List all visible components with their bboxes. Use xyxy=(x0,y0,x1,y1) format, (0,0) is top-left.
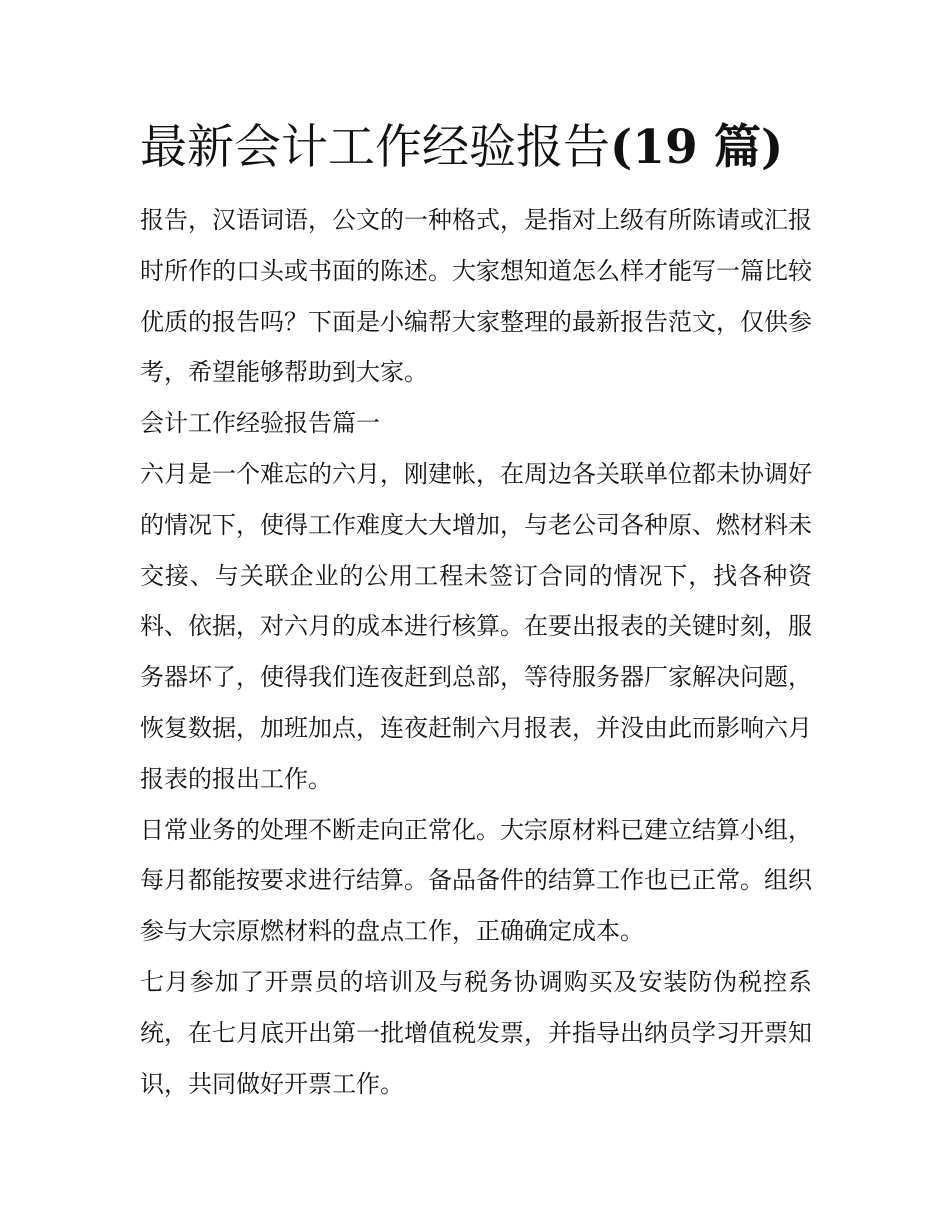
document-title xyxy=(140,112,840,184)
body-paragraph: 七月参加了开票员的培训及与税务协调购买及安装防伪税控系统，在七月底开出第一批增值税发票，并指导出纳员学习开票知识，共同做好开票工作。 xyxy=(140,967,812,1098)
document-body xyxy=(140,195,812,1109)
body-paragraph: 日常业务的处理不断走向正常化。大宗原材料已建立结算小组，每月都能按要求进行结算。备品备件的结算工作也已正常。组织参与大宗原燃材料的盘点工作，正确确定成本。 xyxy=(140,815,812,946)
intro-paragraph: 报告，汉语词语，公文的一种格式，是指对上级有所陈请或汇报时所作的口头或书面的陈述。大家想知道怎么样才能写一篇比较优质的报告吗？下面是小编帮大家整理的最新报告范文，仅供参考，希望能够帮助到大家。 xyxy=(140,206,812,387)
title-main-text: 最新会计工作经验报告 xyxy=(140,120,610,175)
title-count-text: (19 篇) xyxy=(610,120,784,175)
body-paragraph: 六月是一个难忘的六月，刚建帐，在周边各关联单位都未协调好的情况下，使得工作难度大大增加，与老公司各种原、燃材料未交接、与关联企业的公用工程未签订合同的情况下，找各种资料、依据，对六月的成本进行核算。在要出报表的关键时刻，服务器坏了，使得我们连夜赶到总部，等待服务器厂家解决问题，恢复数据，加班加点，连夜赶制六月报表，并没由此而影响六月报表的报出工作。 xyxy=(140,459,812,793)
section-heading: 会计工作经验报告篇一 xyxy=(140,409,380,438)
